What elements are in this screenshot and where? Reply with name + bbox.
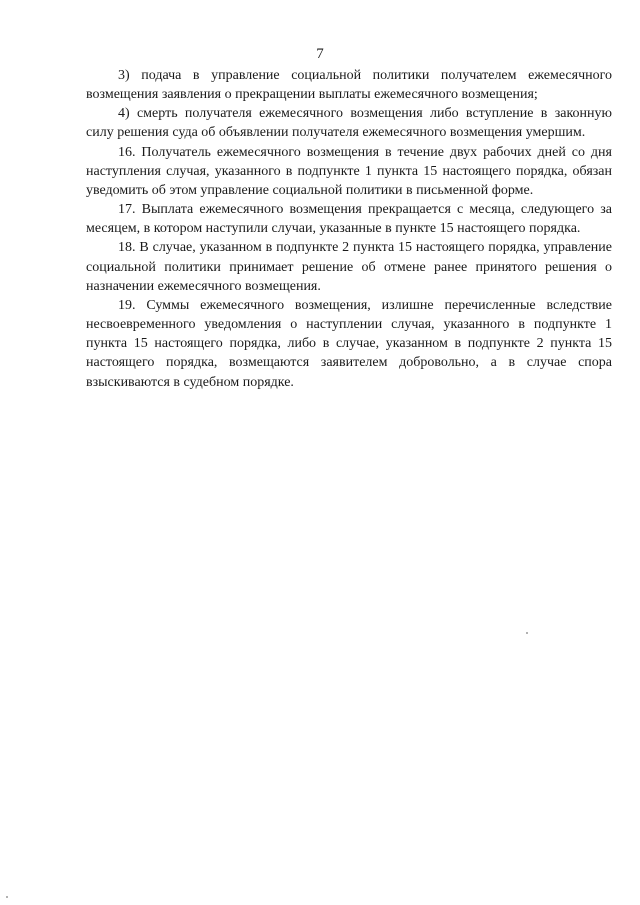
paragraph-clause-19: 19. Суммы ежемесячного возмещения, излишне перечисленные вследствие несвоевременного уведомления о наступлении случая, указанного в подпункте 1 пункта 15 настоящего порядка, либо в случае, указанном в подпункте 2 пункта 15 настоящего порядка, возмещаются заявителем добровольно, а в случае спора взыскиваются в судебном порядке. <box>86 297 612 390</box>
page-number: 7 <box>316 46 324 62</box>
paragraph-clause-18: 18. В случае, указанном в подпункте 2 пункта 15 настоящего порядка, управление социальной политики принимает решение об отмене ранее принятого решения о назначении ежемесячного возмещения. <box>86 240 612 294</box>
paragraph-subitem-3: 3) подача в управление социальной политики получателем ежемесячного возмещения заявления о прекращении выплаты ежемесячного возмещения; <box>86 68 612 103</box>
paragraph-subitem-4: 4) смерть получателя ежемесячного возмещения либо вступление в законную силу решения суда об объявлении получателя ежемесячного возмещения умершим. <box>86 106 612 141</box>
paragraph-clause-16: 16. Получатель ежемесячного возмещения в течение двух рабочих дней со дня наступления случая, указанного в подпункте 1 пункта 15 настоящего порядка, обязан уведомить об этом управление социальной политики в письменной форме. <box>86 144 612 198</box>
document-body <box>86 66 612 392</box>
paragraph-clause-17: 17. Выплата ежемесячного возмещения прекращается с месяца, следующего за месяцем, в котором наступили случаи, указанные в пункте 15 настоящего порядка. <box>86 202 612 237</box>
scan-speck <box>526 632 528 634</box>
scan-speck <box>6 896 8 898</box>
